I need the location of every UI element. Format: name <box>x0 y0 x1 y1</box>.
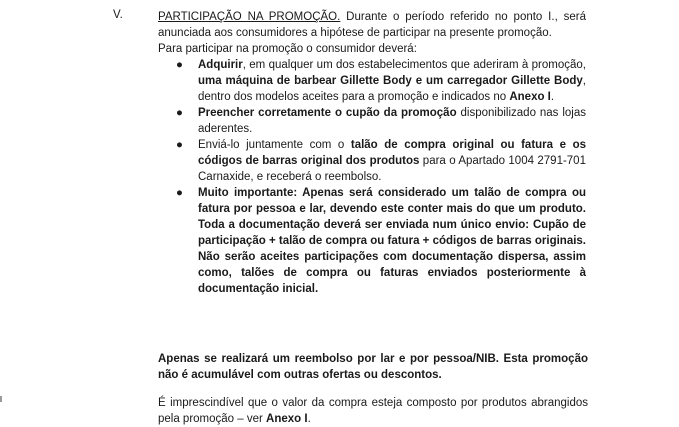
bullet-icon: ● <box>176 59 183 71</box>
item-text-bold: Muito importante: Apenas será considerado um talão de compra ou fatura por pessoa e lar, devendo este conter mais do que um produto. Toda a documentação deverá ser enviada num único envio: Cupão de participação + talão de compra ou fatura + códigos de barras originais. Não serão aceites participações com documentação dispersa, assim como, talões de compra ou faturas enviados posteriormente à documentação inicial. <box>198 187 586 295</box>
item-text: . <box>550 91 555 103</box>
annex-note <box>158 395 588 427</box>
refund-note: Apenas se realizará um reembolso por lar e por pessoa/NIB. Esta promoção não é acumulável com outras ofertas ou descontos. <box>158 353 588 381</box>
item-text: disponibilizado nas lojas aderentes. <box>198 107 586 135</box>
bullet-icon: ● <box>176 187 183 199</box>
bullet-icon: ● <box>176 139 183 151</box>
list-item <box>158 185 586 297</box>
item-text: Enviá-lo juntamente com o <box>198 139 351 151</box>
section-title: PARTICIPAÇÃO NA PROMOÇÃO. <box>158 11 341 23</box>
item-text-bold: Anexo I <box>509 91 551 103</box>
annex-note-end: . <box>307 413 311 425</box>
section-text: Durante o período referido no ponto I., será anunciada aos consumidores a hipótese de participar na presente promoção. <box>158 11 586 39</box>
intro-text: Para participar na promoção o consumidor deverá: <box>158 43 417 55</box>
list-item <box>158 105 586 137</box>
list-item <box>158 57 586 105</box>
item-text-bold: Adquirir <box>198 59 243 71</box>
item-text: para o Apartado 1004 2791-701 Carnaxide, e receberá o reembolso. <box>198 155 586 183</box>
item-text: , em qualquer um dos estabelecimentos que aderiram à promoção, <box>242 59 586 71</box>
section-number: V. <box>113 9 123 21</box>
list-item <box>158 137 586 185</box>
section-paragraph <box>158 9 586 41</box>
margin-mark <box>0 396 2 402</box>
requirements-list <box>158 57 586 297</box>
item-text-bold: talão de compra original ou fatura e os códigos de barras original dos produtos <box>198 139 586 167</box>
annex-note-bold: Anexo I <box>266 413 308 425</box>
item-text: , dentro dos modelos aceites para a promoção e indicados no <box>198 75 586 103</box>
item-text-bold: uma máquina de barbear Gillette Body e um carregador Gillette Body <box>198 75 583 87</box>
item-text-bold: Preencher corretamente o cupão da promoção <box>198 107 457 119</box>
annex-note-text: É imprescindível que o valor da compra esteja composto por produtos abrangidos pela promoção – ver <box>158 397 588 425</box>
bullet-icon: ● <box>176 107 183 119</box>
